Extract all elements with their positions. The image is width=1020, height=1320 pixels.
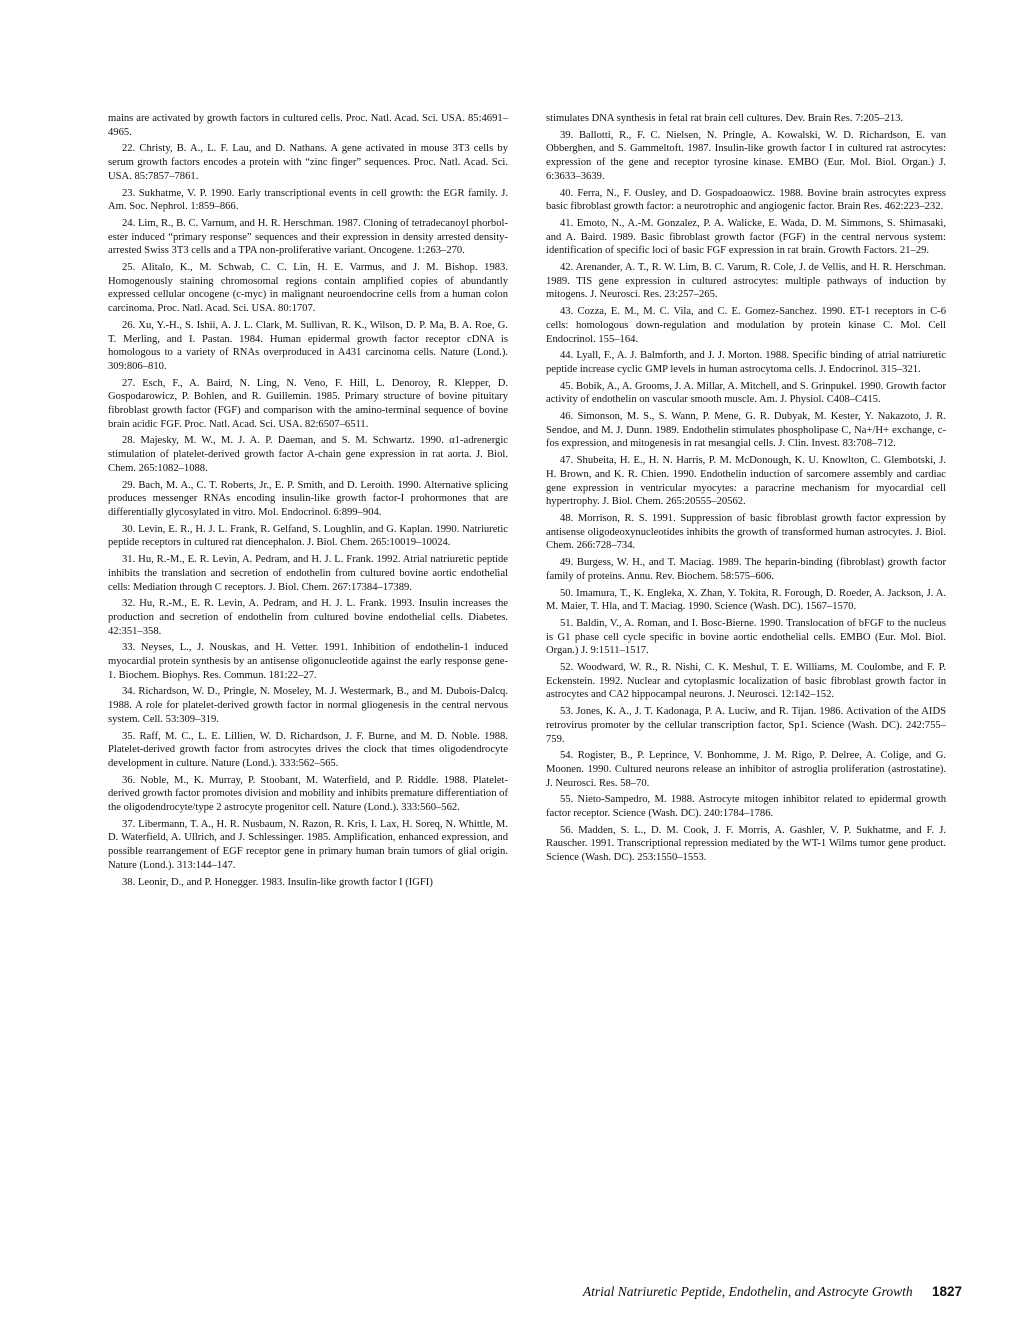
reference-entry: 48. Morrison, R. S. 1991. Suppression of basic fibroblast growth factor expression by antisense oligodeoxynucleotides inhibits the growth of transformed human astrocytes. J. Biol. Chem. 266:728–734. — [546, 512, 946, 552]
reference-entry: 26. Xu, Y.-H., S. Ishii, A. J. L. Clark, M. Sullivan, R. K., Wilson, D. P. Ma, B. A. Roe, G. T. Merling, and I. Pastan. 1984. Human epidermal growth factor receptor cDNA is homologous to a variety of RNAs overproduced in A431 carcinoma cells. Nature (Lond.). 309:806–810. — [108, 319, 508, 372]
reference-entry: 49. Burgess, W. H., and T. Maciag. 1989. The heparin-binding (fibroblast) growth factor family of proteins. Annu. Rev. Biochem. 58:575–606. — [546, 557, 946, 582]
reference-entry: 34. Richardson, W. D., Pringle, N. Moseley, M. J. Westermark, B., and M. Dubois-Dalcq. 1988. A role for platelet-derived growth factor in normal gliogenesis in the central nervous system. Cell. 53:309–319. — [108, 686, 508, 725]
reference-entry: 46. Simonson, M. S., S. Wann, P. Mene, G. R. Dubyak, M. Kester, Y. Nakazoto, J. R. Sendoe, and M. J. Dunn. 1989. Endothelin stimulates phospholipase C, Na+/H+ exchange, c-fos expression, and mitogenesis in rat mesangial cells. J. Clin. Invest. 83:708–712. — [546, 411, 946, 450]
reference-entry: 53. Jones, K. A., J. T. Kadonaga, P. A. Luciw, and R. Tijan. 1986. Activation of the AIDS retrovirus promoter by the cellular transcription factor, Sp1. Science (Wash. DC). 242:755–759. — [546, 706, 946, 745]
reference-entry: 33. Neyses, L., J. Nouskas, and H. Vetter. 1991. Inhibition of endothelin-1 induced myocardial protein synthesis by an antisense oligonucleotide against the early response gene-1. Biochem. Biophys. Res. Commun. 181:22–27. — [108, 642, 508, 681]
reference-entry: 36. Noble, M., K. Murray, P. Stoobant, M. Waterfield, and P. Riddle. 1988. Platelet-derived growth factor promotes division and mobility and inhibits premature differentiation of the oligodendrocyte/type 2 astrocyte progenitor cell. Nature (Lond.). 333:560–562. — [108, 774, 508, 814]
reference-entry: 51. Baldin, V., A. Roman, and I. Bosc-Bierne. 1990. Translocation of bFGF to the nucleus is G1 phase cell cycle specific in bovine aortic endothelial cells. EMBO (Eur. Mol. Biol. Organ.) J. 9:1511–1517. — [546, 617, 946, 657]
page-number: 1827 — [931, 1284, 962, 1299]
reference-entry: 47. Shubeita, H. E., H. N. Harris, P. M. McDonough, K. U. Knowlton, C. Glembotski, J. H. Brown, and K. R. Chien. 1990. Endothelin induction of sarcomere assembly and cardiac gene expression in ventricular myocytes: a paracrine mechanism for myocardial cell hypertrophy. J. Biol. Chem. 265:20555–20562. — [546, 455, 946, 508]
reference-entry: stimulates DNA synthesis in fetal rat brain cell cultures. Dev. Brain Res. 7:205–213. — [546, 113, 904, 124]
reference-entry: 44. Lyall, F., A. J. Balmforth, and J. J. Morton. 1988. Specific binding of atrial natriuretic peptide increase cyclic GMP levels in human astrocytoma cells. J. Endocrinol. 315–321. — [546, 350, 946, 375]
reference-entry: 54. Rogister, B., P. Leprince, V. Bonhomme, J. M. Rigo, P. Delree, A. Colige, and G. Moonen. 1990. Cultured neurons release an inhibitor of astroglia proliferation (astrostatine). J. Neurosci. Res. 58–70. — [546, 750, 946, 789]
reference-entry: mains are activated by growth factors in cultured cells. Proc. Natl. Acad. Sci. USA. 85:4691–4965. — [108, 113, 508, 138]
reference-entry: 43. Cozza, E. M., M. C. Vila, and C. E. Gomez-Sanchez. 1990. ET-1 receptors in C-6 cells: homologous down-regulation and modulation by protein kinase C. Mol. Cell Endocrinol. 155–164. — [546, 306, 946, 345]
reference-entry: 24. Lim, R., B. C. Varnum, and H. R. Herschman. 1987. Cloning of tetradecanoyl phorbol-ester induced “primary response” sequences and their expression in density arrested density-arrested Swiss 3T3 cells and a TPA non-proliferative variant. Oncogene. 1:263–270. — [108, 217, 508, 257]
reference-entry: 37. Libermann, T. A., H. R. Nusbaum, N. Razon, R. Kris, I. Lax, H. Soreq, N. Whittle, M. D. Waterfield, A. Ullrich, and J. Schlessinger. 1985. Amplification, enhanced expression, and possible rearrangement of EGF receptor gene in primary human brain tumors of glial origin. Nature (Lond.). 313:144–147. — [108, 818, 508, 871]
reference-entry: 30. Levin, E. R., H. J. L. Frank, R. Gelfand, S. Loughlin, and G. Kaplan. 1990. Natriuretic peptide receptors in cultured rat diencephalon. J. Biol. Chem. 265:10019–10024. — [108, 523, 508, 549]
reference-entry: 32. Hu, R.-M., E. R. Levin, A. Pedram, and H. J. L. Frank. 1993. Insulin increases the production and secretion of endothelin from cultured bovine endothelial cells. Diabetes. 42:351–358. — [108, 598, 508, 637]
reference-entry: 39. Ballotti, R., F. C. Nielsen, N. Pringle, A. Kowalski, W. D. Richardson, E. van Obberghen, and S. Gammeltoft. 1987. Insulin-like growth factor I in cultured rat astrocytes: expression of the gene and receptor tyrosine kinase. EMBO (Eur. Mol. Biol. Organ.) J. 6:3633–3639. — [546, 129, 946, 182]
reference-column-right — [546, 112, 946, 868]
reference-entry: 27. Esch, F., A. Baird, N. Ling, N. Veno, F. Hill, L. Denoroy, R. Klepper, D. Gospodarowicz, P. Bohlen, and R. Guillemin. 1985. Primary structure of bovine pituitary fibroblast growth factor (FGF) and comparison with the amino-terminal sequence of bovine brain acidic FGF. Proc. Natl. Acad. Sci. USA. 82:6507–6511. — [108, 377, 508, 430]
reference-entry: 31. Hu, R.-M., E. R. Levin, A. Pedram, and H. J. L. Frank. 1992. Atrial natriuretic peptide inhibits the translation and secretion of endothelin from cultured bovine aortic endothelial cells: Mediation through C receptors. J. Biol. Chem. 267:17384–17389. — [108, 554, 508, 593]
reference-entry: 28. Majesky, M. W., M. J. A. P. Daeman, and S. M. Schwartz. 1990. α1-adrenergic stimulation of platelet-derived growth factor A-chain gene expression in rat aorta. J. Biol. Chem. 265:1082–1088. — [108, 435, 508, 474]
reference-column-left — [108, 112, 508, 892]
reference-entry: 45. Bobik, A., A. Grooms, J. A. Millar, A. Mitchell, and S. Grinpukel. 1990. Growth factor activity of endothelin on vascular smooth muscle. Am. J. Physiol. C408–C415. — [546, 380, 946, 406]
reference-entry: 42. Arenander, A. T., R. W. Lim, B. C. Varum, R. Cole, J. de Vellis, and H. R. Herschman. 1989. TIS gene expression in cultured astrocytes: multiple pathways of induction by mitogens. J. Neurosci. Res. 23:257–265. — [546, 262, 946, 301]
reference-entry: 29. Bach, M. A., C. T. Roberts, Jr., E. P. Smith, and D. Leroith. 1990. Alternative splicing produces messenger RNAs encoding insulin-like growth factor-I prohormones that are differentially glycosylated in vitro. Mol. Endocrinol. 6:899–904. — [108, 479, 508, 518]
reference-entry: 40. Ferra, N., F. Ousley, and D. Gospadoaowicz. 1988. Bovine brain astrocytes express basic fibroblast growth factor: a neurotrophic and angiogenic factor. Brain Res. 462:223–232. — [546, 187, 946, 213]
reference-entry: 38. Leonir, D., and P. Honegger. 1983. Insulin-like growth factor I (IGFI) — [122, 876, 433, 888]
running-title: Atrial Natriuretic Peptide, Endothelin, and Astrocyte Growth — [582, 1284, 913, 1299]
reference-entry: 35. Raff, M. C., L. E. Lillien, W. D. Richardson, J. F. Burne, and M. D. Noble. 1988. Platelet-derived growth factor from astrocytes drives the clock that times oligodendrocyte development in culture. Nature (Lond.). 333:562–565. — [108, 730, 508, 769]
reference-entry: 23. Sukhatme, V. P. 1990. Early transcriptional events in cell growth: the EGR family. J. Am. Soc. Nephrol. 1:859–866. — [108, 187, 508, 213]
reference-entry: 25. Alitalo, K., M. Schwab, C. C. Lin, H. E. Varmus, and J. M. Bishop. 1983. Homogenously staining chromosomal regions contain amplified copies of abundantly expressed cellular oncogene (c-myc) in malignant neuroendocrine cells from a human colon carcinoma. Proc. Natl. Acad. Sci. USA. 80:1707. — [108, 262, 508, 315]
reference-entry: 50. Imamura, T., K. Engleka, X. Zhan, Y. Tokita, R. Forough, D. Roeder, A. Jackson, J. A. M. Maier, T. Hla, and T. Maciag. 1990. Science (Wash. DC). 1567–1570. — [546, 587, 946, 613]
reference-entry: 22. Christy, B. A., L. F. Lau, and D. Nathans. A gene activated in mouse 3T3 cells by serum growth factors encodes a protein with “zinc finger” sequences. Proc. Natl. Acad. Sci. USA. 85:7857–7861. — [108, 143, 508, 182]
reference-entry: 55. Nieto-Sampedro, M. 1988. Astrocyte mitogen inhibitor related to epidermal growth factor receptor. Science (Wash. DC). 240:1784–1786. — [546, 794, 946, 820]
reference-entry: 41. Emoto, N., A.-M. Gonzalez, P. A. Walicke, E. Wada, D. M. Simmons, S. Shimasaki, and A. Baird. 1989. Basic fibroblast growth factor (FGF) in the central nervous system: identification of specific loci of basic FGF expression in rat brain. Growth Factors. 21–29. — [546, 217, 946, 257]
reference-entry: 56. Madden, S. L., D. M. Cook, J. F. Morris, A. Gashler, V. P. Sukhatme, and F. J. Rauscher. 1991. Transcriptional repression mediated by the WT-1 Wilms tumor gene product. Science (Wash. DC). 253:1550–1553. — [546, 824, 946, 864]
reference-entry: 52. Woodward, W. R., R. Nishi, C. K. Meshul, T. E. Williams, M. Coulombe, and F. P. Eckenstein. 1992. Nuclear and cytoplasmic localization of basic fibroblast growth factor in astrocytes and CA2 hippocampal neurons. J. Neurosci. 12:142–152. — [546, 662, 946, 701]
page-footer — [583, 1284, 962, 1300]
